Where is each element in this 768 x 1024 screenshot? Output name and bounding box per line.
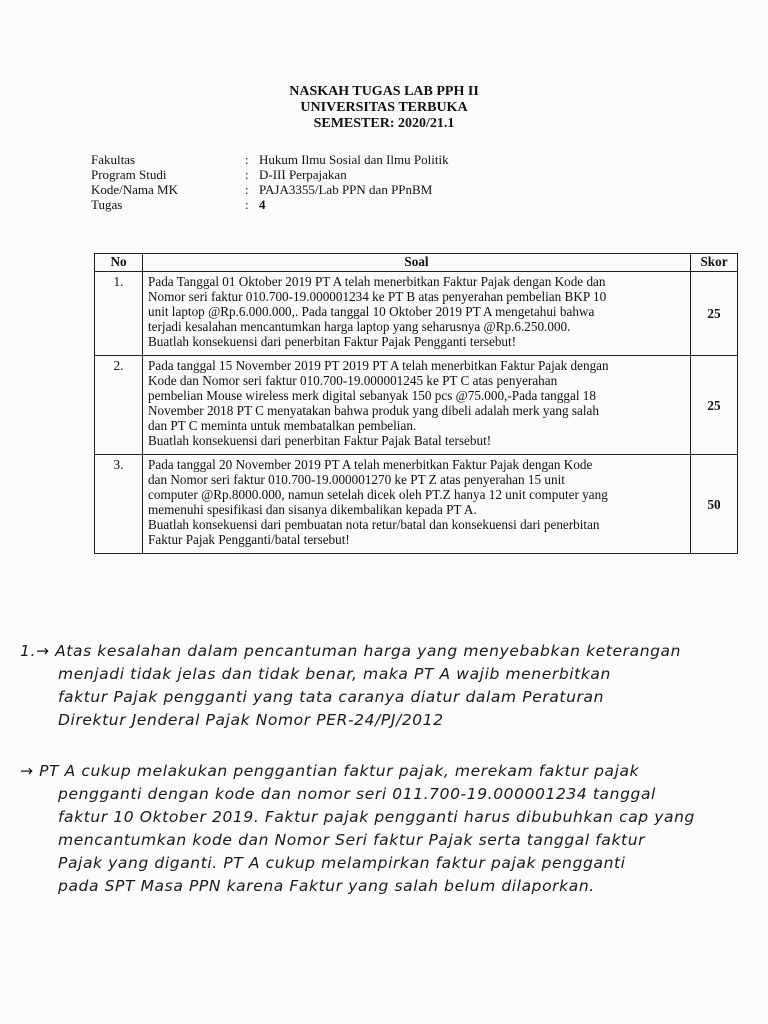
- question-line: dan PT C meminta untuk membatalkan pembelian.: [148, 418, 417, 433]
- question-line: Buatlah konsekuensi dari pembuatan nota retur/batal dan konsekuensi dari penerbitan: [148, 517, 600, 532]
- meta-row-fakultas: [91, 152, 449, 167]
- table-header-row: [95, 254, 738, 272]
- handwritten-line: Pajak yang diganti. PT A cukup melampirkan faktur pajak pengganti: [58, 854, 626, 872]
- handwritten-line: faktur 10 Oktober 2019. Faktur pajak pengganti harus dibubuhkan cap yang: [58, 808, 695, 826]
- question-score: 25: [691, 272, 738, 356]
- handwritten-answer: [20, 640, 750, 898]
- question-line: November 2018 PT C menyatakan bahwa produk yang dibeli adalah merk yang salah: [148, 403, 599, 418]
- question-line: Pada tanggal 20 November 2019 PT A telah menerbitkan Faktur Pajak dengan Kode: [148, 457, 593, 472]
- question-line: Pada tanggal 15 November 2019 PT 2019 PT A telah menerbitkan Faktur Pajak dengan: [148, 358, 609, 373]
- question-line: dan Nomor seri faktur 010.700-19.000001270 ke PT Z atas penyerahan 15 unit: [148, 472, 565, 487]
- question-number: 2.: [95, 356, 143, 455]
- question-row: [95, 356, 738, 455]
- handwritten-line: Direktur Jenderal Pajak Nomor PER-24/PJ/2012: [58, 711, 444, 729]
- meta-colon: :: [245, 167, 249, 182]
- header-semester: SEMESTER: 2020/21.1: [313, 116, 455, 131]
- question-line: Faktur Pajak Pengganti/batal tersebut!: [148, 532, 350, 547]
- handwritten-line: mencantumkan kode dan Nomor Seri faktur Pajak serta tanggal faktur: [58, 831, 646, 849]
- question-line: unit laptop @Rp.6.000.000,. Pada tanggal 10 Oktober 2019 PT A mengetahui bahwa: [148, 304, 595, 319]
- meta-row-tugas: [91, 197, 449, 212]
- question-row: [95, 455, 738, 554]
- handwritten-line: pengganti dengan kode dan nomor seri 011.700-19.000001234 tanggal: [58, 785, 656, 803]
- handwritten-line: menjadi tidak jelas dan tidak benar, maka PT A wajib menerbitkan: [58, 665, 611, 683]
- meta-row-program-studi: [91, 167, 449, 182]
- course-info: [91, 152, 449, 212]
- question-line: Pada Tanggal 01 Oktober 2019 PT A telah menerbitkan Faktur Pajak dengan Kode dan: [148, 274, 606, 289]
- header-skor: Skor: [691, 254, 738, 272]
- meta-colon: :: [245, 197, 249, 212]
- question-row: [95, 272, 738, 356]
- meta-label: Tugas: [91, 197, 123, 212]
- question-table: [94, 253, 738, 554]
- handwritten-line: 1.→ Atas kesalahan dalam pencantuman harga yang menyebabkan keterangan: [20, 642, 682, 660]
- handwritten-line: pada SPT Masa PPN karena Faktur yang salah belum dilaporkan.: [58, 877, 595, 895]
- question-number: 1.: [95, 272, 143, 356]
- meta-value: D-III Perpajakan: [259, 167, 347, 182]
- meta-colon: :: [245, 152, 249, 167]
- meta-label: Fakultas: [91, 152, 136, 167]
- question-line: Kode dan Nomor seri faktur 010.700-19.000001245 ke PT C atas penyerahan: [148, 373, 558, 388]
- meta-label: Kode/Nama MK: [91, 182, 179, 197]
- question-line: Nomor seri faktur 010.700-19.000001234 ke PT B atas penyerahan pembelian BKP 10: [148, 289, 607, 304]
- meta-value: Hukum Ilmu Sosial dan Ilmu Politik: [259, 152, 449, 167]
- paragraph-gap: [20, 732, 750, 760]
- document-header: [0, 84, 768, 132]
- meta-colon: :: [245, 182, 249, 197]
- meta-value: PAJA3355/Lab PPN dan PPnBM: [259, 182, 433, 197]
- question-score: 50: [691, 455, 738, 554]
- header-soal: Soal: [143, 254, 691, 272]
- question-line: pembelian Mouse wireless merk digital sebanyak 150 pcs @75.000,-Pada tanggal 18: [148, 388, 596, 403]
- meta-value: 4: [259, 197, 266, 212]
- handwritten-line: faktur Pajak pengganti yang tata caranya diatur dalam Peraturan: [58, 688, 605, 706]
- header-title: NASKAH TUGAS LAB PPH II: [289, 84, 479, 99]
- question-line: Buatlah konsekuensi dari penerbitan Faktur Pajak Batal tersebut!: [148, 433, 492, 448]
- question-text: [143, 272, 691, 356]
- question-line: memenuhi spesifikasi dan sisanya dikembalikan kepada PT A.: [148, 502, 477, 517]
- question-line: terjadi kesalahan mencantumkan harga laptop yang seharusnya @Rp.6.250.000.: [148, 319, 571, 334]
- question-text: [143, 356, 691, 455]
- question-line: Buatlah konsekuensi dari penerbitan Faktur Pajak Pengganti tersebut!: [148, 334, 517, 349]
- question-number: 3.: [95, 455, 143, 554]
- handwritten-line: → PT A cukup melakukan penggantian faktur pajak, merekam faktur pajak: [20, 762, 640, 780]
- question-score: 25: [691, 356, 738, 455]
- header-no: No: [95, 254, 143, 272]
- header-university: UNIVERSITAS TERBUKA: [300, 100, 468, 115]
- question-line: computer @Rp.8000.000, namun setelah dicek oleh PT.Z hanya 12 unit computer yang: [148, 487, 608, 502]
- meta-label: Program Studi: [91, 167, 167, 182]
- question-text: [143, 455, 691, 554]
- meta-row-kode-mk: [91, 182, 449, 197]
